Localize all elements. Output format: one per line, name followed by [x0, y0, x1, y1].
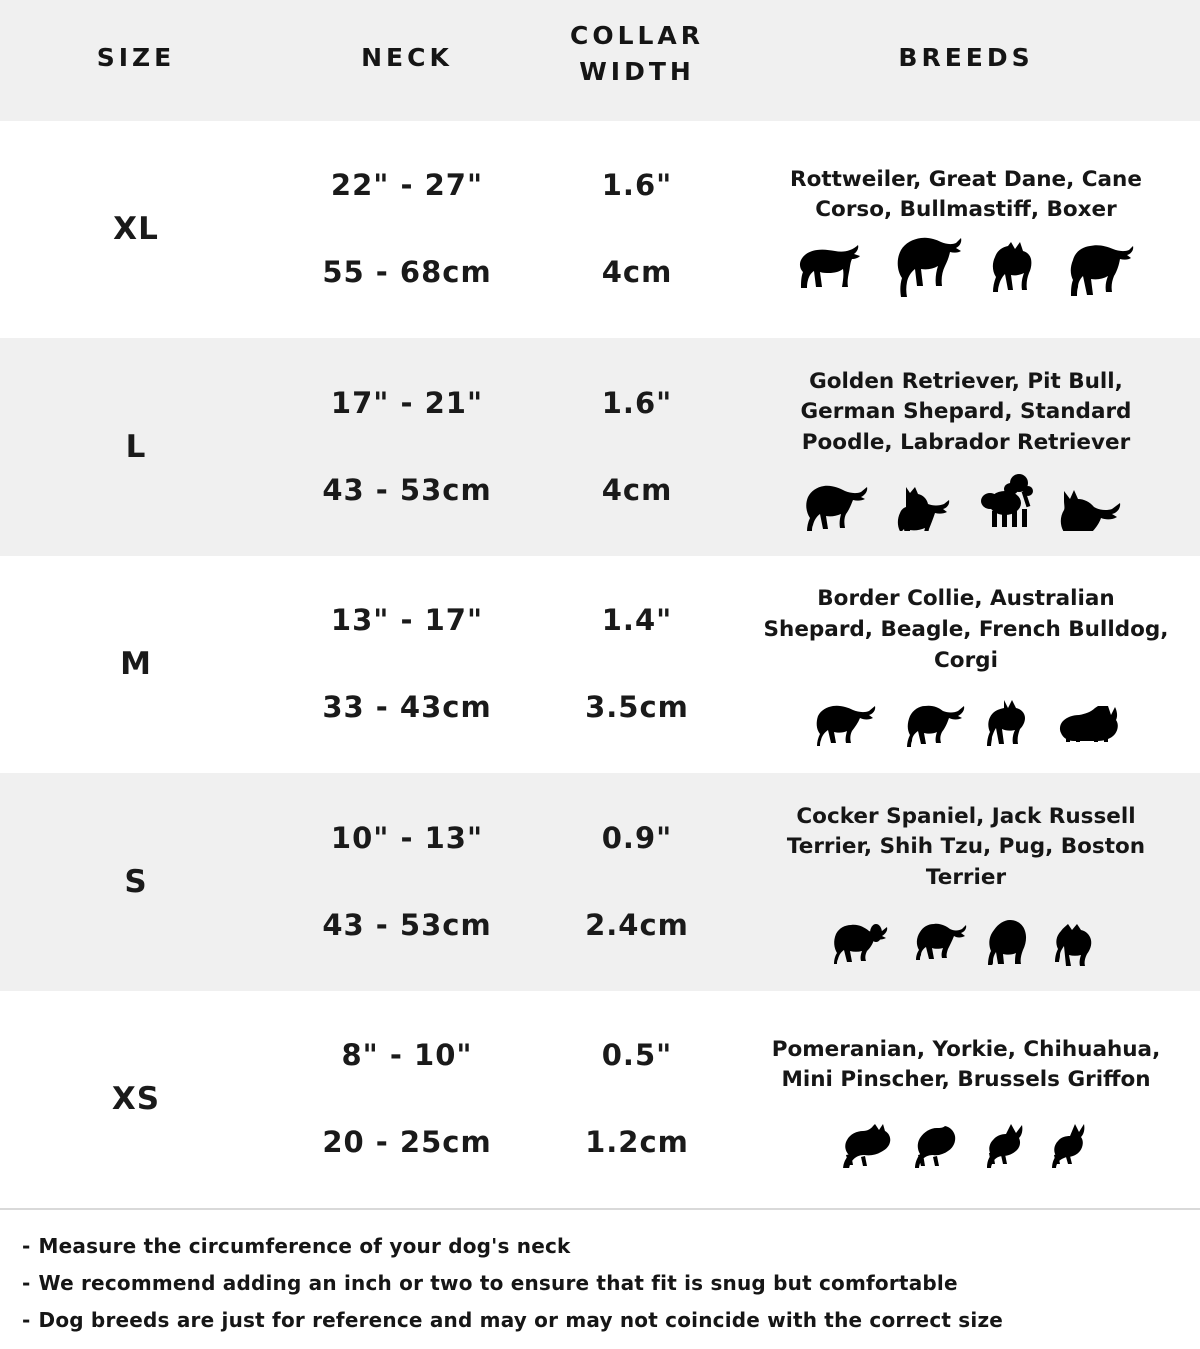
neck-cm: 33 - 43cm [322, 690, 492, 724]
pit-bull-silhouette-icon [892, 479, 962, 531]
pomeranian-silhouette-icon [837, 1122, 895, 1168]
cell-breeds [732, 556, 1200, 774]
note-text: Measure the circumference of your dog's neck [38, 1234, 571, 1258]
great-dane-silhouette-icon [891, 236, 973, 298]
breeds-wrap [732, 792, 1200, 972]
cell-breeds [732, 121, 1200, 339]
neck-cm: 43 - 53cm [322, 907, 492, 942]
width-cm: 4cm [601, 472, 673, 507]
neck-inches: 8" - 10" [341, 1038, 473, 1072]
table-row [0, 556, 1200, 774]
neck-cm: 55 - 68cm [322, 255, 492, 289]
cell-neck [272, 773, 542, 991]
note-line [22, 1228, 1178, 1265]
cell-neck [272, 338, 542, 556]
german-shepard-silhouette-icon [1056, 479, 1132, 531]
neck-inches: 10" - 13" [330, 820, 484, 855]
column-header-size: SIZE [0, 0, 272, 121]
breeds-text: Pomeranian, Yorkie, Chihuahua, Mini Pinscher, Brussels Griffon [771, 1036, 1161, 1093]
jack-russell-terrier-silhouette-icon [908, 920, 968, 966]
mini-pinscher-silhouette-icon [1045, 1122, 1095, 1168]
cell-neck [272, 991, 542, 1209]
cell-size: XS [0, 991, 272, 1209]
table-row [0, 991, 1200, 1209]
table-row [0, 773, 1200, 991]
rottweiler-silhouette-icon [793, 242, 875, 298]
cell-collar-width [542, 121, 732, 339]
cell-collar-width [542, 773, 732, 991]
breeds-text: Rottweiler, Great Dane, Cane Corso, Bullmastiff, Boxer [790, 166, 1142, 223]
breeds-wrap [732, 357, 1200, 537]
note-line [22, 1302, 1178, 1339]
cell-size: M [0, 556, 272, 774]
note-line [22, 1265, 1178, 1302]
column-header-breeds: BREEDS [732, 0, 1200, 121]
neck-inches: 17" - 21" [330, 385, 484, 420]
golden-retriever-silhouette-icon [800, 479, 876, 531]
note-dash: - [22, 1271, 31, 1295]
beagle-silhouette-icon [900, 700, 970, 748]
cell-size: S [0, 773, 272, 991]
neck-cm: 20 - 25cm [322, 1125, 492, 1159]
breeds-wrap [732, 1025, 1200, 1174]
yorkie-silhouette-icon [911, 1124, 963, 1168]
column-header-collar-width-line2: WIDTH [579, 57, 695, 87]
width-inches: 0.9" [601, 820, 673, 855]
notes-section [0, 1208, 1200, 1349]
corgi-silhouette-icon [1058, 702, 1122, 748]
note-text: Dog breeds are just for reference and may or may not coincide with the correct size [38, 1308, 1004, 1332]
width-inches: 0.5" [601, 1038, 673, 1072]
table-row [0, 121, 1200, 339]
width-inches: 1.4" [601, 603, 673, 637]
neck-inches: 22" - 27" [330, 168, 484, 202]
column-header-collar-width [542, 0, 732, 121]
pug-silhouette-icon [1052, 920, 1106, 966]
column-header-collar-width-line1: COLLAR [569, 21, 705, 50]
table-row [0, 338, 1200, 556]
shih-tzu-silhouette-icon [984, 918, 1036, 966]
neck-cm: 43 - 53cm [322, 472, 492, 507]
bullmastiff-silhouette-icon [1067, 240, 1139, 298]
width-cm: 1.2cm [585, 1125, 689, 1159]
width-inches: 1.6" [601, 385, 673, 420]
breed-silhouettes [762, 469, 1170, 531]
header-row [0, 0, 1200, 121]
poodle-silhouette-icon [978, 473, 1040, 531]
note-dash: - [22, 1308, 31, 1332]
cane-corso-silhouette-icon [989, 238, 1051, 298]
border-collie-silhouette-icon [810, 700, 884, 748]
cell-breeds [732, 338, 1200, 556]
breed-silhouettes [762, 1106, 1170, 1168]
cell-collar-width [542, 338, 732, 556]
note-text: We recommend adding an inch or two to ensure that fit is snug but comfortable [38, 1271, 958, 1295]
cell-collar-width [542, 991, 732, 1209]
cell-breeds [732, 991, 1200, 1209]
breeds-wrap [732, 574, 1200, 754]
breeds-text: Border Collie, Australian Shepard, Beagle, French Bulldog, Corgi [763, 586, 1169, 673]
cell-size: L [0, 338, 272, 556]
neck-inches: 13" - 17" [330, 603, 484, 637]
cocker-spaniel-silhouette-icon [826, 920, 892, 966]
cell-collar-width [542, 556, 732, 774]
breeds-wrap [732, 155, 1200, 304]
breeds-text: Golden Retriever, Pit Bull, German Shepard, Standard Poodle, Labrador Retriever [800, 368, 1132, 455]
width-cm: 2.4cm [585, 907, 689, 942]
chihuahua-silhouette-icon [979, 1122, 1029, 1168]
breed-silhouettes [762, 686, 1170, 748]
cell-size: XL [0, 121, 272, 339]
table-header [0, 0, 1200, 121]
note-dash: - [22, 1234, 31, 1258]
width-cm: 3.5cm [585, 690, 689, 724]
width-cm: 4cm [601, 255, 673, 289]
breed-silhouettes [762, 904, 1170, 966]
table-body [0, 121, 1200, 1209]
french-bulldog-silhouette-icon [986, 698, 1042, 748]
breeds-text: Cocker Spaniel, Jack Russell Terrier, Shih Tzu, Pug, Boston Terrier [786, 803, 1146, 890]
cell-neck [272, 121, 542, 339]
width-inches: 1.6" [601, 168, 673, 202]
cell-neck [272, 556, 542, 774]
breed-silhouettes [762, 236, 1170, 298]
cell-breeds [732, 773, 1200, 991]
column-header-neck: NECK [272, 0, 542, 121]
